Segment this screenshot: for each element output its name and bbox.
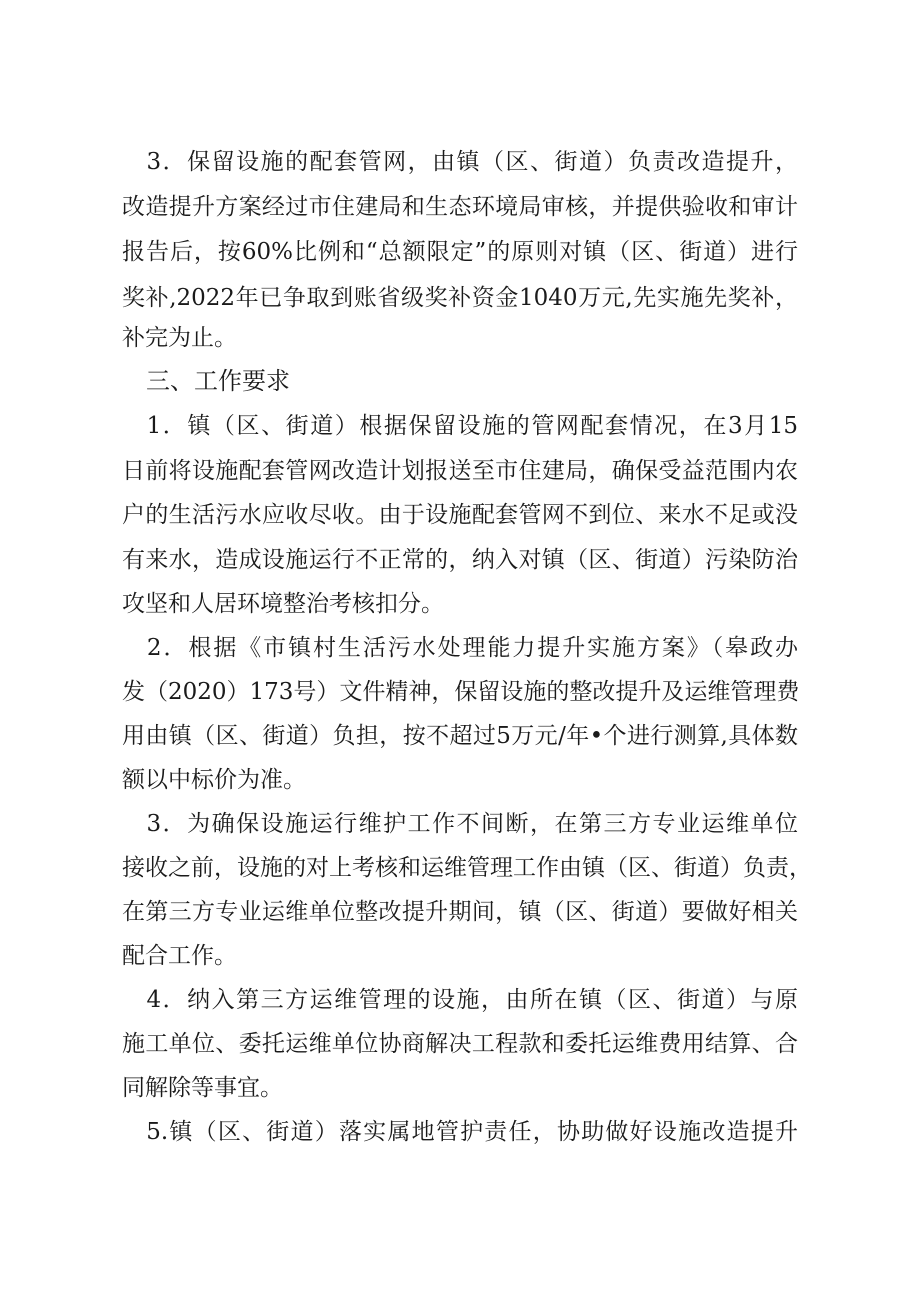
requirement-4-line-1: 4．纳入第三方运维管理的设施，由所在镇（区、街道）与原 <box>122 987 798 1013</box>
requirement-1-line-4: 有来水，造成设施运行不正常的，纳入对镇（区、街道）污染防治 <box>122 547 798 573</box>
requirement-4-line-3: 同解除等事宜。 <box>122 1075 283 1101</box>
requirement-1-line-3: 户的生活污水应收尽收。由于设施配套管网不到位、来水不足或没 <box>122 502 798 528</box>
requirement-2-line-1: 2．根据《市镇村生活污水处理能力提升实施方案》（皋政办 <box>122 635 798 661</box>
section-heading-work-requirements: 三、工作要求 <box>122 367 290 395</box>
paragraph-3-reward-line-2: 改造提升方案经过市住建局和生态环境局审核，并提供验收和审计 <box>122 194 798 220</box>
requirement-1-line-1: 1．镇（区、街道）根据保留设施的管网配套情况，在3月15 <box>122 413 798 439</box>
requirement-4-line-2: 施工单位、委托运维单位协商解决工程款和委托运维费用结算、合 <box>122 1031 798 1057</box>
paragraph-3-reward-line-1: 3．保留设施的配套管网，由镇（区、街道）负责改造提升， <box>122 149 798 175</box>
requirement-3-line-2: 接收之前，设施的对上考核和运维管理工作由镇（区、街道）负责， <box>122 855 812 881</box>
requirement-2-line-2: 发（2020）173号）文件精神，保留设施的整改提升及运维管理费 <box>122 679 800 705</box>
requirement-3-line-3: 在第三方专业运维单位整改提升期间，镇（区、街道）要做好相关 <box>122 899 798 925</box>
requirement-3-line-1: 3．为确保设施运行维护工作不间断，在第三方专业运维单位 <box>122 811 798 837</box>
requirement-1-line-2: 日前将设施配套管网改造计划报送至市住建局，确保受益范围内农 <box>122 458 798 484</box>
requirement-2-line-4: 额以中标价为准。 <box>122 767 306 793</box>
requirement-2-line-3: 用由镇（区、街道）负担，按不超过5万元/年•个进行测算,具体数 <box>122 723 798 749</box>
paragraph-3-reward-line-3: 报告后，按60%比例和“总额限定”的原则对镇（区、街道）进行 <box>122 239 798 265</box>
paragraph-3-reward-line-5: 补完为止。 <box>122 325 237 351</box>
requirement-5-line-1: 5.镇（区、街道）落实属地管护责任，协助做好设施改造提升 <box>122 1119 798 1145</box>
requirement-1-line-5: 攻坚和人居环境整治考核扣分。 <box>122 591 444 617</box>
paragraph-3-reward-line-4: 奖补,2022年已争取到账省级奖补资金1040万元,先实施先奖补， <box>122 285 798 311</box>
requirement-3-line-4: 配合工作。 <box>122 943 237 969</box>
